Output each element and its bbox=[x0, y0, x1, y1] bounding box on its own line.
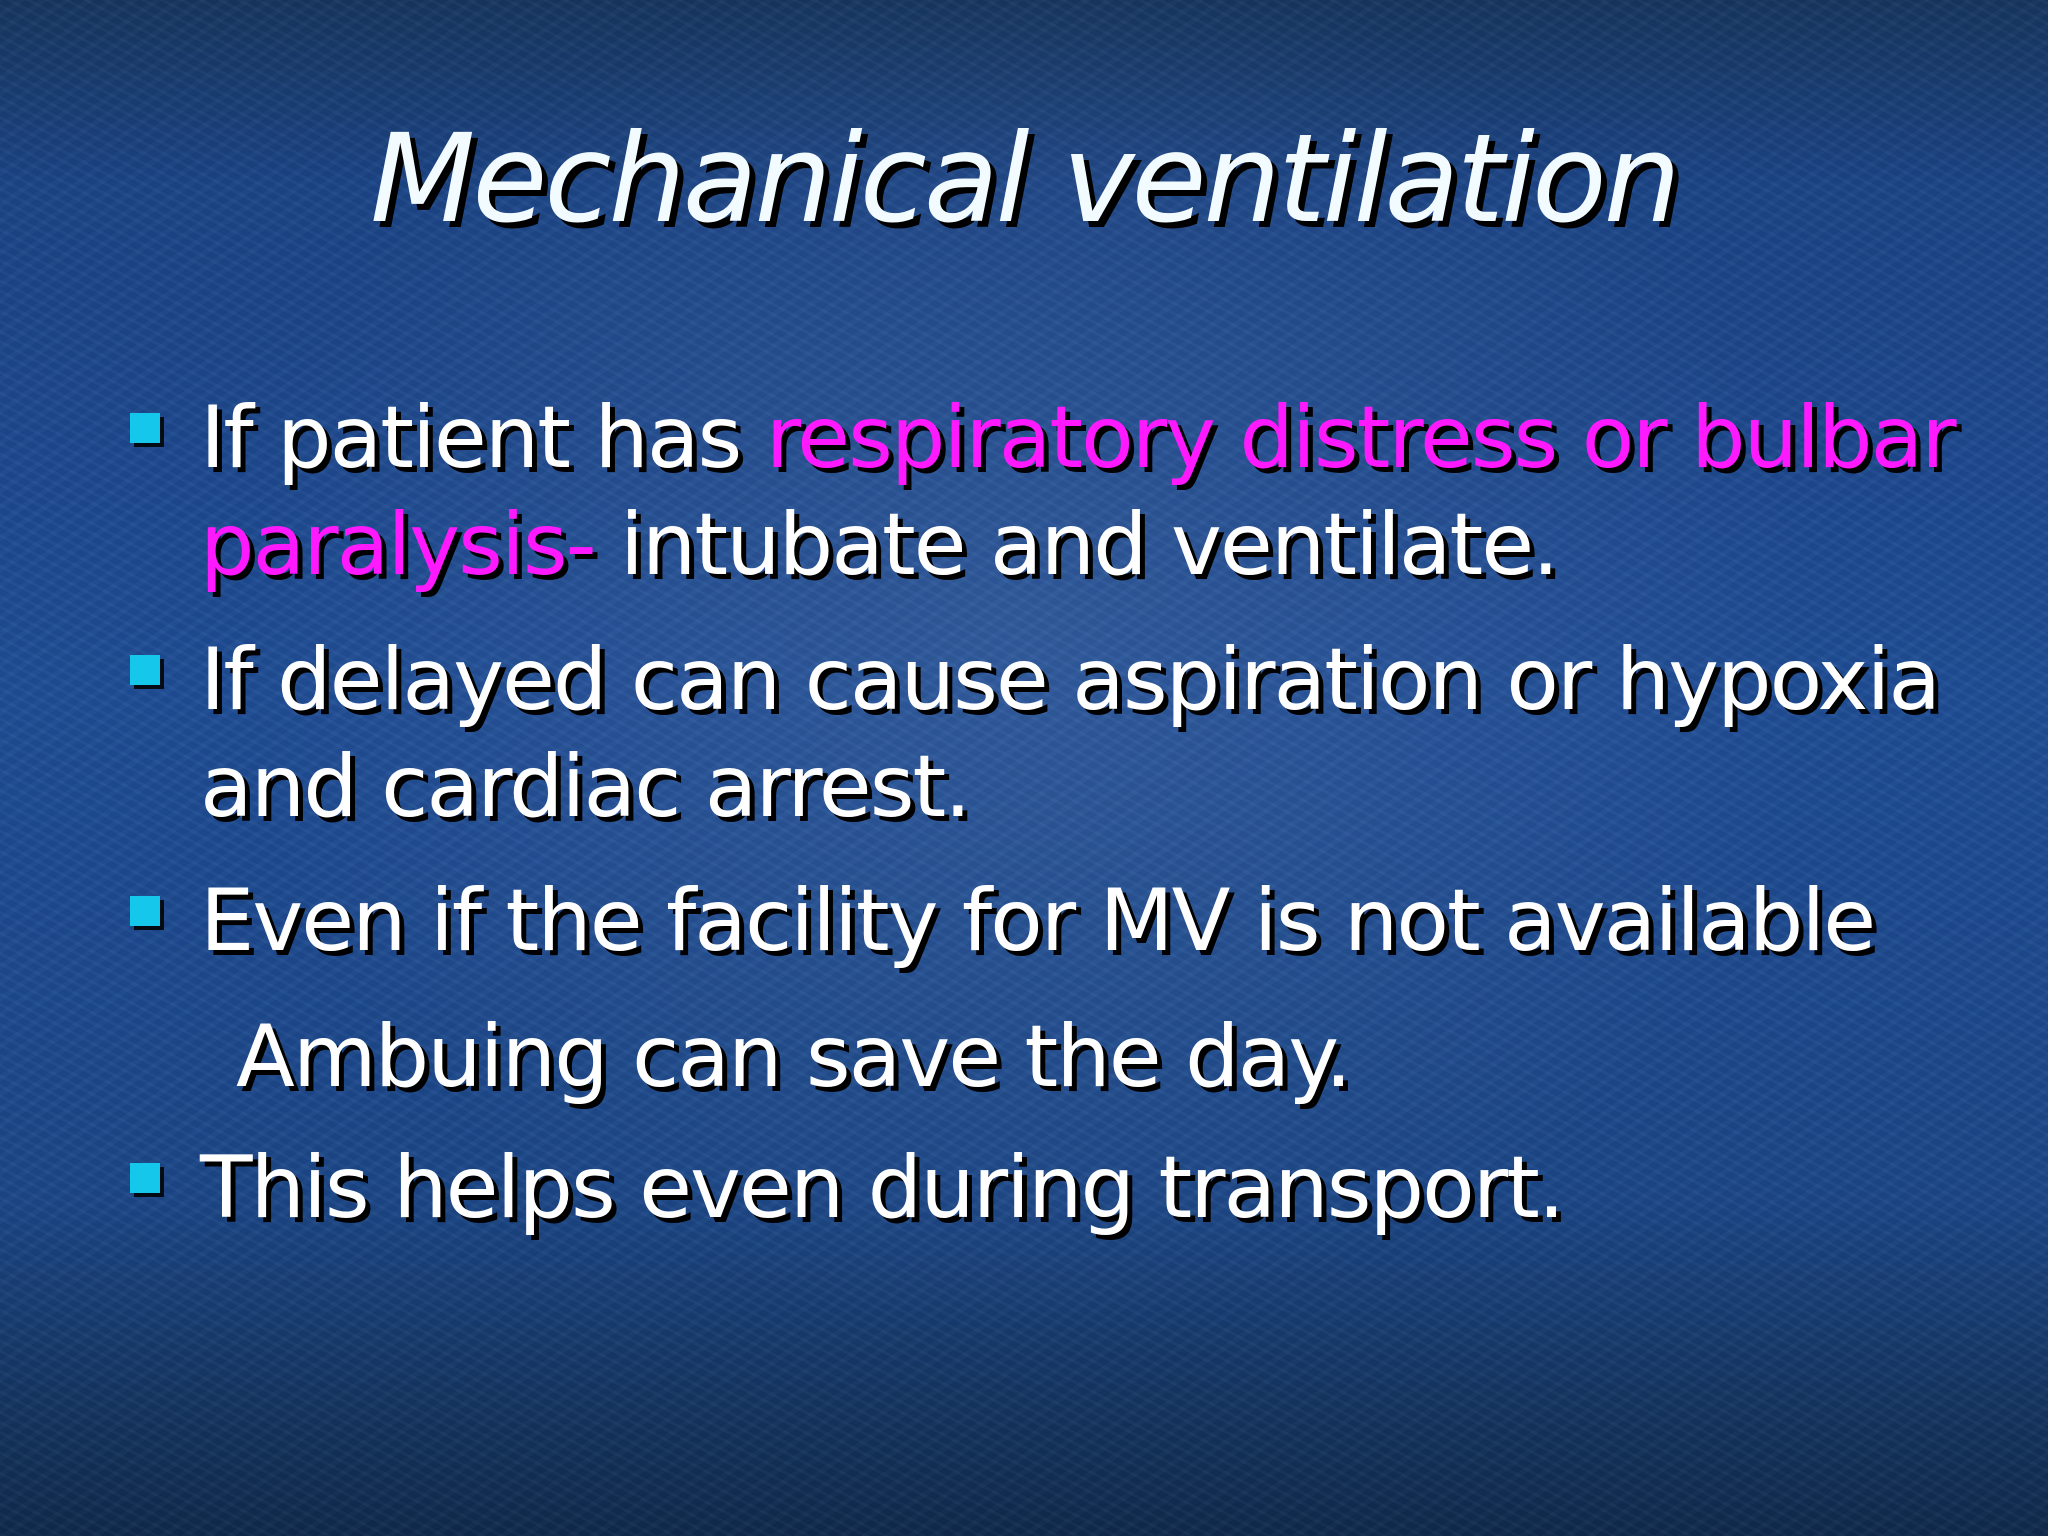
bullet-2-line-1: If delayed can cause aspiration or hypoxia bbox=[200, 630, 1940, 730]
bullet-4-line-1: This helps even during transport. bbox=[200, 1138, 1564, 1238]
slide-title: Mechanical ventilation bbox=[370, 108, 1678, 250]
bullet-1-text-continued: intubate and ventilate. bbox=[594, 495, 1558, 595]
bullet-1-highlight: respiratory distress or bulbar bbox=[765, 388, 1955, 488]
square-bullet-icon bbox=[130, 413, 160, 443]
bullet-3-line-1: Even if the facility for MV is not available bbox=[200, 871, 1875, 971]
bullet-2-line-2: and cardiac arrest. bbox=[200, 737, 970, 837]
bullet-1-line-2 bbox=[200, 495, 1558, 595]
square-bullet-icon bbox=[130, 1163, 160, 1193]
square-bullet-icon bbox=[130, 896, 160, 926]
bullet-1-line-1 bbox=[200, 388, 1955, 488]
bullet-1-text: If patient has bbox=[200, 388, 766, 488]
bullet-1-highlight-continued: paralysis- bbox=[200, 495, 595, 595]
square-bullet-icon bbox=[130, 655, 160, 685]
bullet-3-line-2: Ambuing can save the day. bbox=[236, 1007, 1351, 1107]
